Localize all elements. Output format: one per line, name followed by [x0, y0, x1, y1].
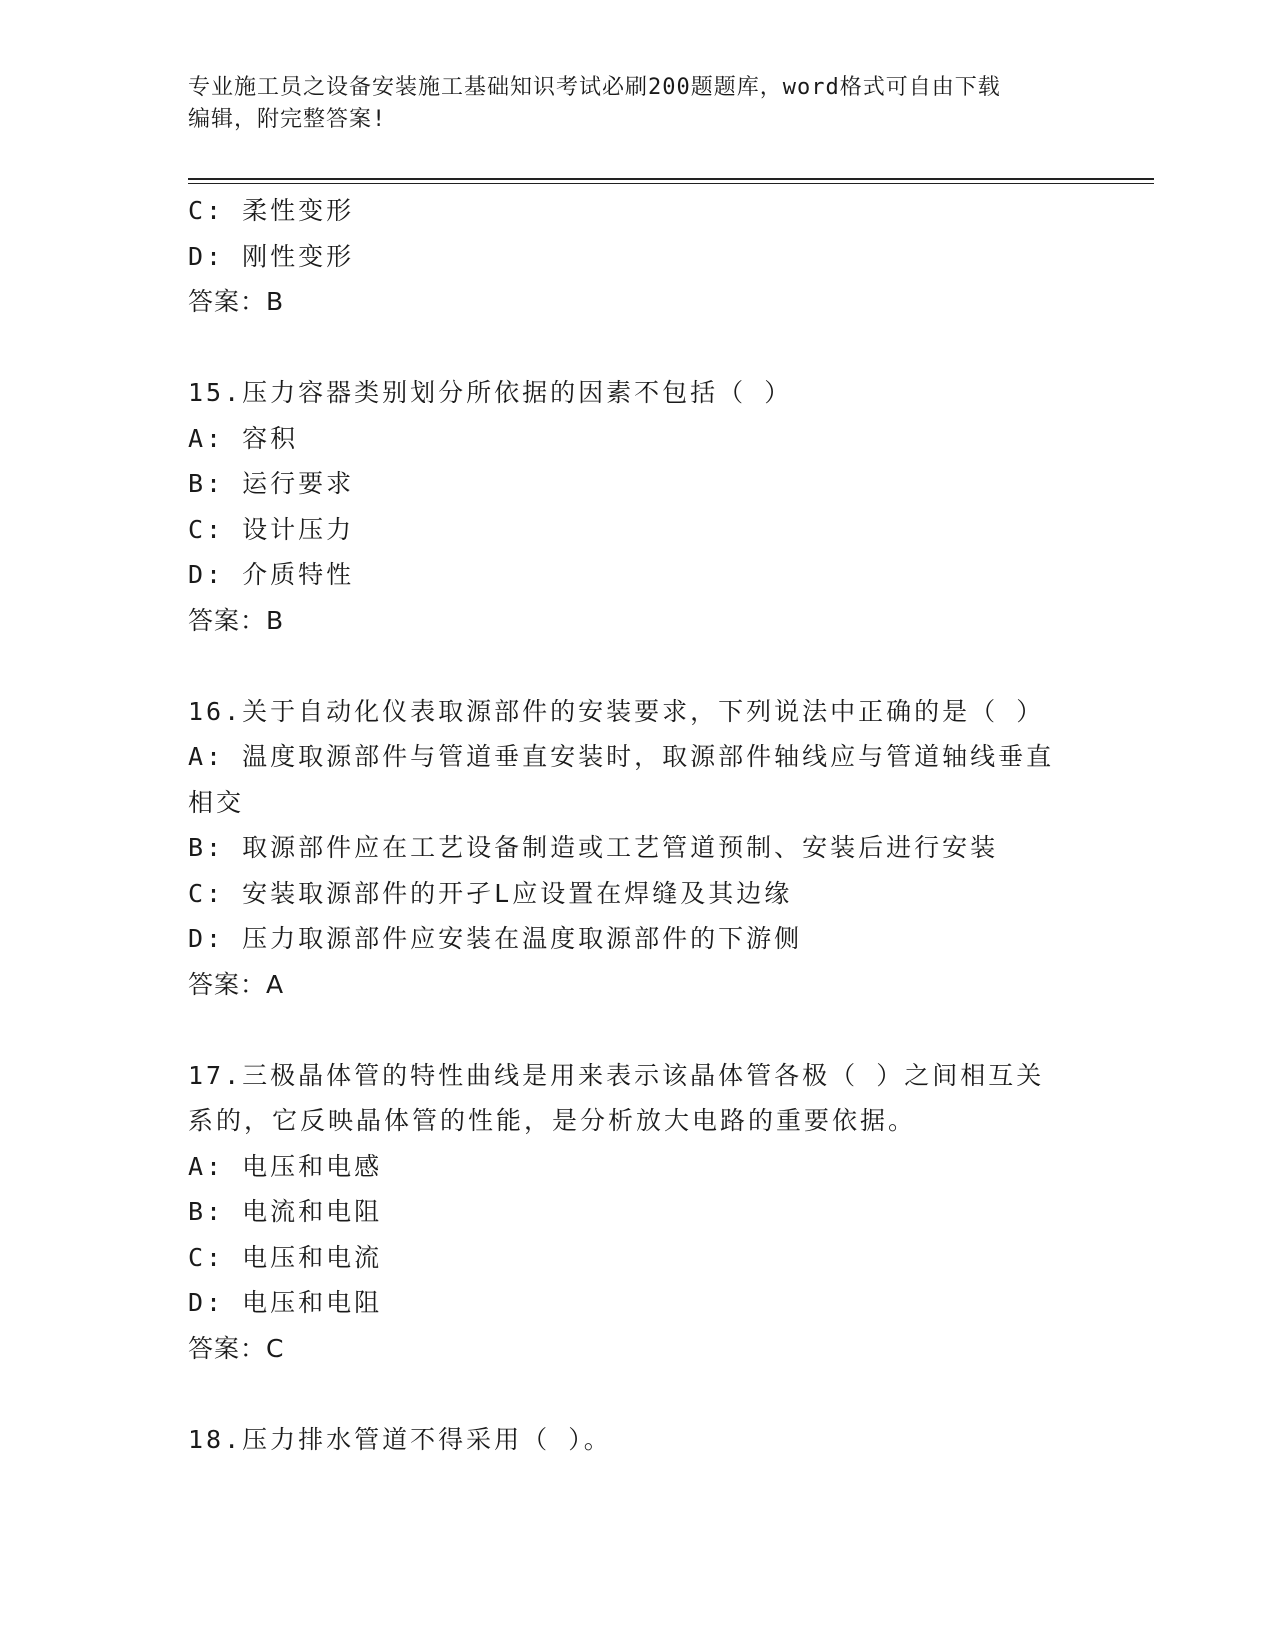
option-b: B: 运行要求 [188, 469, 355, 498]
answer-line: 答案：B [188, 287, 285, 316]
option-c: C: 柔性变形 [188, 196, 355, 225]
spacer [188, 643, 1088, 689]
question-18-stem: 18.压力排水管道不得采用（ ）。 [188, 1424, 612, 1454]
header-line-1: 专业施工员之设备安装施工基础知识考试必刷200题题库，word格式可自由下载 [188, 75, 1001, 100]
answer-line: 答案：C [188, 1333, 285, 1363]
header-rule-thick [188, 178, 1154, 180]
option-c: C: 设计压力 [188, 514, 355, 544]
option-a-continuation: 相交 [188, 787, 245, 817]
spacer [188, 325, 1088, 371]
question-17-stem: 17.三极晶体管的特性曲线是用来表示该晶体管各极（ ）之间相互关 [188, 1060, 1045, 1090]
header-line-2: 编辑，附完整答案! [188, 107, 387, 132]
answer-line: 答案：A [188, 969, 285, 999]
option-b: B: 电流和电阻 [188, 1197, 383, 1226]
answer-line: 答案：B [188, 605, 285, 635]
question-15-stem: 15.压力容器类别划分所依据的因素不包括（ ） [188, 378, 793, 407]
option-a: A: 电压和电感 [188, 1151, 383, 1181]
option-c: C: 安装取源部件的开孑L应设置在焊缝及其边缘 [188, 878, 793, 908]
question-list [188, 188, 1088, 1462]
option-a: A: 容积 [188, 423, 299, 453]
option-d: D: 压力取源部件应安装在温度取源部件的下游侧 [188, 924, 803, 953]
question-16-stem: 16.关于自动化仪表取源部件的安装要求，下列说法中正确的是（ ） [188, 696, 1045, 726]
header-rule-thin [188, 183, 1154, 184]
option-d: D: 刚性变形 [188, 241, 355, 271]
option-d: D: 介质特性 [188, 560, 355, 589]
option-d: D: 电压和电阻 [188, 1288, 383, 1317]
option-c: C: 电压和电流 [188, 1242, 383, 1272]
document-header [188, 72, 1088, 136]
spacer [188, 1007, 1088, 1053]
option-b: B: 取源部件应在工艺设备制造或工艺管道预制、安装后进行安装 [188, 833, 999, 862]
option-a: A: 温度取源部件与管道垂直安装时，取源部件轴线应与管道轴线垂直 [188, 742, 1055, 771]
spacer [188, 1371, 1088, 1417]
question-17-stem-continuation: 系的，它反映晶体管的性能，是分析放大电路的重要依据。 [188, 1106, 917, 1135]
